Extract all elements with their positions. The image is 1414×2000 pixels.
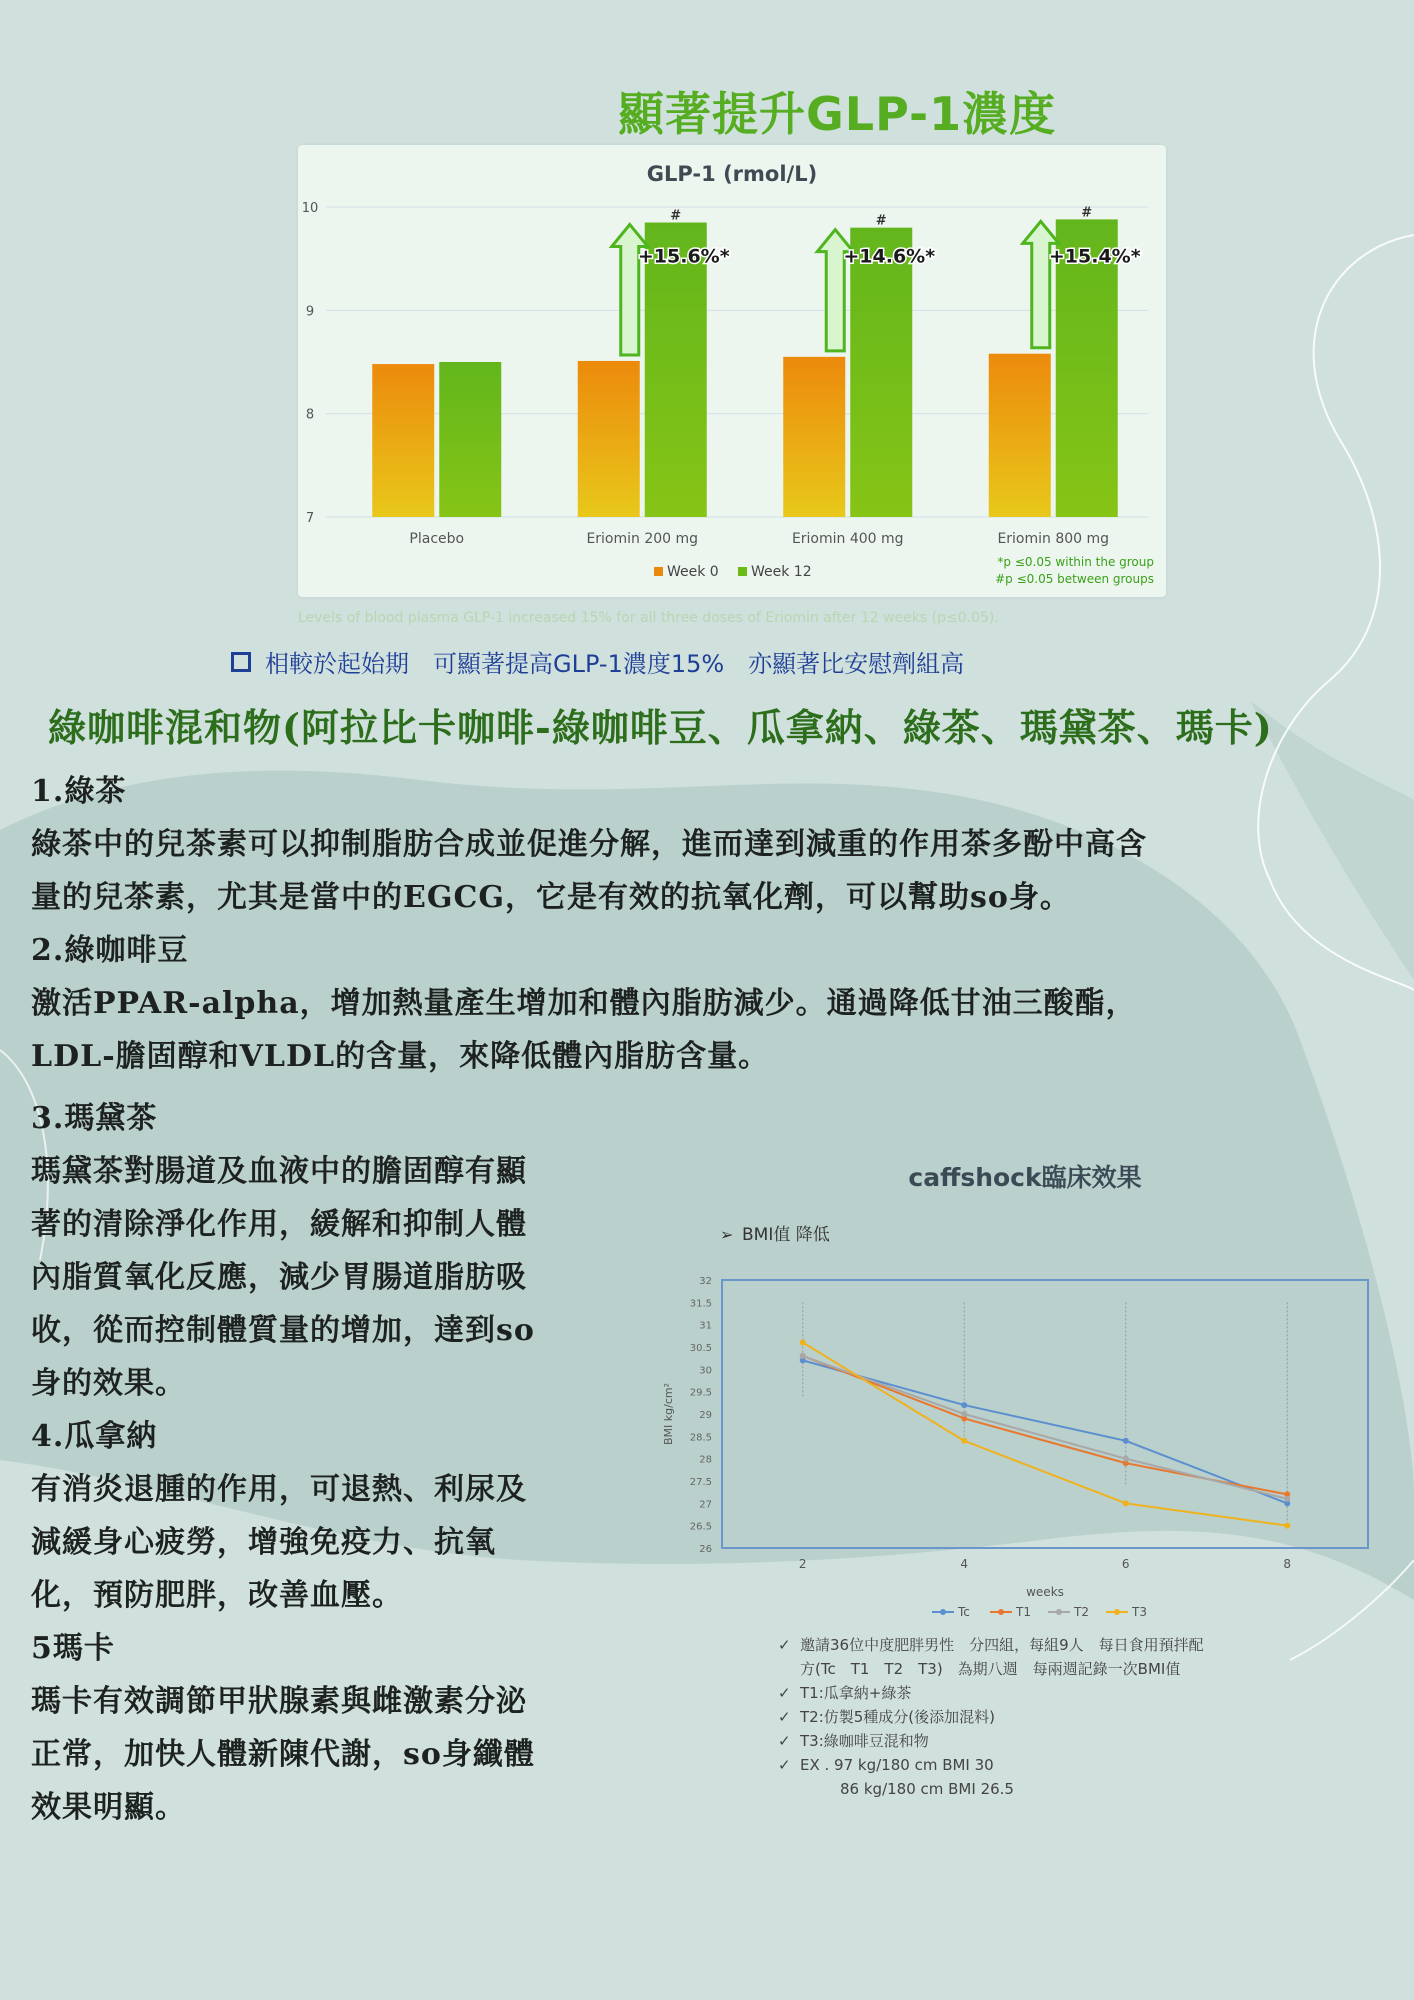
y-tick-label: 31 <box>699 1320 712 1332</box>
study-note: 邀請36位中度肥胖男性 分四組，每組9人 每日食用預拌配 <box>800 1636 1204 1654</box>
y-tick-label: 28.5 <box>689 1432 712 1444</box>
legend-label-t1: T1 <box>1016 1605 1031 1619</box>
bar-week-0 <box>578 361 640 517</box>
significance-marker: # <box>670 208 682 224</box>
y-tick-label: 27 <box>699 1499 712 1511</box>
y-tick-label: 10 <box>301 201 319 216</box>
caff-chart-subtitle: BMI值 降低 <box>742 1225 830 1245</box>
legend-swatch-week-12 <box>738 567 747 576</box>
percent-annotation: +14.6%* <box>843 245 936 268</box>
x-tick-label: 8 <box>1283 1557 1292 1571</box>
section-5-line-1: 瑪卡有效調節甲狀腺素與雌激素分泌 <box>31 1684 527 1719</box>
plot-frame <box>722 1280 1368 1548</box>
legend-marker-t2 <box>1056 1609 1062 1615</box>
glp-bar-chart <box>298 145 1166 597</box>
percent-annotation: +15.6%* <box>637 245 730 268</box>
section-1-line-2: 量的兒茶素，尤其是當中的EGCG，它是有效的抗氧化劑，可以幫助so身。 <box>31 880 1071 915</box>
percent-annotation: +15.4%* <box>1048 245 1141 268</box>
legend-swatch-week-0 <box>654 567 663 576</box>
legend-label-week-12: Week 12 <box>751 564 812 580</box>
check-icon: ✓ <box>778 1636 791 1654</box>
data-point-t3 <box>961 1438 967 1444</box>
bar-week-12 <box>850 228 912 517</box>
legend-label-t2: T2 <box>1074 1605 1089 1619</box>
x-axis-label: weeks <box>1026 1585 1064 1599</box>
section-4-title: 4.瓜拿納 <box>31 1419 158 1454</box>
y-axis-label: BMI kg/cm² <box>662 1382 675 1446</box>
section-4-line-3: 化，預防肥胖，改善血壓。 <box>31 1578 403 1613</box>
glp-figure-title: 顯著提升GLP-1濃度 <box>618 87 1057 141</box>
glp-summary-text: 相較於起始期 可顯著提高GLP-1濃度15% 亦顯著比安慰劑組高 <box>265 650 965 678</box>
data-point-tc <box>1123 1438 1129 1444</box>
check-icon: ✓ <box>778 1684 791 1702</box>
caff-chart-title: caffshock臨床效果 <box>908 1163 1142 1192</box>
section-2-line-1: 激活PPAR-alpha，增加熱量產生增加和體內脂肪減少。通過降低甘油三酸酯， <box>31 986 1137 1021</box>
caffshock-line-chart <box>650 1140 1390 1810</box>
x-tick-label: 4 <box>960 1557 969 1571</box>
category-label: Placebo <box>409 531 465 547</box>
y-tick-label: 26 <box>699 1544 712 1555</box>
legend-label-tc: Tc <box>958 1605 970 1619</box>
category-label: Eriomin 400 mg <box>791 531 904 547</box>
legend-marker-t1 <box>998 1609 1004 1615</box>
section-2-title: 2.綠咖啡豆 <box>31 933 189 968</box>
bar-week-0 <box>372 364 434 517</box>
increase-arrow-icon <box>612 225 648 355</box>
data-point-t3 <box>1284 1523 1290 1529</box>
legend-marker-t3 <box>1114 1609 1120 1615</box>
y-tick-label: 7 <box>305 511 315 526</box>
section-3-line-2: 著的清除淨化作用，緩解和抑制人體 <box>31 1207 527 1242</box>
section-5-line-3: 效果明顯。 <box>31 1790 186 1825</box>
mix-heading: 綠咖啡混和物(阿拉比卡咖啡-綠咖啡豆、瓜拿納、綠茶、瑪黛茶、瑪卡) <box>48 705 1273 750</box>
check-icon: ✓ <box>778 1708 791 1726</box>
y-tick-label: 27.5 <box>689 1477 712 1488</box>
data-point-t2 <box>800 1353 806 1359</box>
glp-summary <box>231 644 964 679</box>
legend-label-t3: T3 <box>1132 1605 1147 1619</box>
section-3-line-4: 收，從而控制體質量的增加，達到so <box>31 1313 535 1348</box>
footnote-within-group: *p ≤0.05 within the group <box>997 555 1154 569</box>
data-point-t2 <box>961 1411 967 1417</box>
y-tick-label: 29 <box>699 1410 712 1421</box>
legend-marker-tc <box>940 1609 946 1615</box>
x-tick-label: 6 <box>1121 1557 1130 1571</box>
data-point-t3 <box>1123 1500 1129 1506</box>
series-line-t1 <box>803 1356 1288 1494</box>
section-5-line-2: 正常，加快人體新陳代謝，so身纖體 <box>31 1737 535 1772</box>
data-point-t2 <box>1123 1456 1129 1462</box>
footnote-between-groups: #p ≤0.05 between groups <box>995 572 1154 586</box>
data-point-tc <box>961 1402 967 1408</box>
section-2-line-2: LDL-膽固醇和VLDL的含量，來降低體內脂肪含量。 <box>31 1039 770 1074</box>
y-tick-label: 8 <box>305 407 315 423</box>
check-icon: ✓ <box>778 1756 791 1774</box>
significance-marker: # <box>875 213 887 229</box>
increase-arrow-icon <box>1023 221 1059 347</box>
series-line-t3 <box>803 1343 1288 1526</box>
y-tick-label: 32 <box>699 1276 712 1287</box>
check-icon: ✓ <box>778 1732 791 1750</box>
section-1-title: 1.綠茶 <box>31 774 127 809</box>
section-4-line-2: 減緩身心疲勞，增強免疫力、抗氧 <box>31 1525 496 1560</box>
bar-week-12 <box>439 362 501 517</box>
section-3-title: 3.瑪黛茶 <box>31 1101 158 1136</box>
y-tick-label: 31.5 <box>689 1298 712 1310</box>
category-label: Eriomin 200 mg <box>586 531 699 547</box>
study-note: T1:瓜拿納+綠茶 <box>800 1684 912 1702</box>
section-1-line-1: 綠茶中的兒茶素可以抑制脂肪合成並促進分解，進而達到減重的作用茶多酚中高含 <box>31 827 1147 862</box>
y-tick-label: 9 <box>305 304 315 320</box>
glp-faded-footnote: Levels of blood plasma GLP-1 increased 15% for all three doses of Eriomin after 12 weeks (p≤0.05). <box>298 610 999 626</box>
bar-week-0 <box>783 357 845 517</box>
y-tick-label: 26.5 <box>689 1521 712 1533</box>
data-point-t2 <box>1284 1496 1290 1502</box>
checkbox-square-icon <box>231 652 251 672</box>
significance-marker: # <box>1081 205 1093 221</box>
section-3-line-1: 瑪黛茶對腸道及血液中的膽固醇有顯 <box>31 1154 527 1189</box>
data-point-t3 <box>800 1340 806 1346</box>
y-tick-label: 29.5 <box>689 1387 712 1399</box>
study-note: T2:仿製5種成分(後添加混料) <box>800 1708 996 1726</box>
x-tick-label: 2 <box>798 1557 807 1571</box>
study-note: T3:綠咖啡豆混和物 <box>800 1732 929 1750</box>
glp-chart-title: GLP-1 (rmol/L) <box>646 162 818 186</box>
legend-label-week-0: Week 0 <box>667 564 719 580</box>
bar-week-0 <box>989 354 1051 517</box>
y-tick-label: 30 <box>699 1365 712 1377</box>
y-tick-label: 28 <box>699 1454 712 1466</box>
section-4-line-1: 有消炎退腫的作用，可退熱、利尿及 <box>31 1472 527 1507</box>
section-3-line-5: 身的效果。 <box>31 1366 186 1401</box>
study-note: 方(Tc T1 T2 T3) 為期八週 每兩週記錄一次BMI值 <box>800 1660 1181 1678</box>
study-note: EX . 97 kg/180 cm BMI 30 <box>800 1756 994 1774</box>
study-note: 86 kg/180 cm BMI 26.5 <box>840 1780 1014 1798</box>
series-line-t2 <box>803 1356 1288 1499</box>
section-5-title: 5瑪卡 <box>31 1631 115 1666</box>
section-3-line-3: 內脂質氧化反應，減少胃腸道脂肪吸 <box>31 1260 527 1295</box>
bullet-arrow-icon: ➢ <box>720 1225 734 1244</box>
y-tick-label: 30.5 <box>689 1343 712 1354</box>
category-label: Eriomin 800 mg <box>997 531 1110 547</box>
